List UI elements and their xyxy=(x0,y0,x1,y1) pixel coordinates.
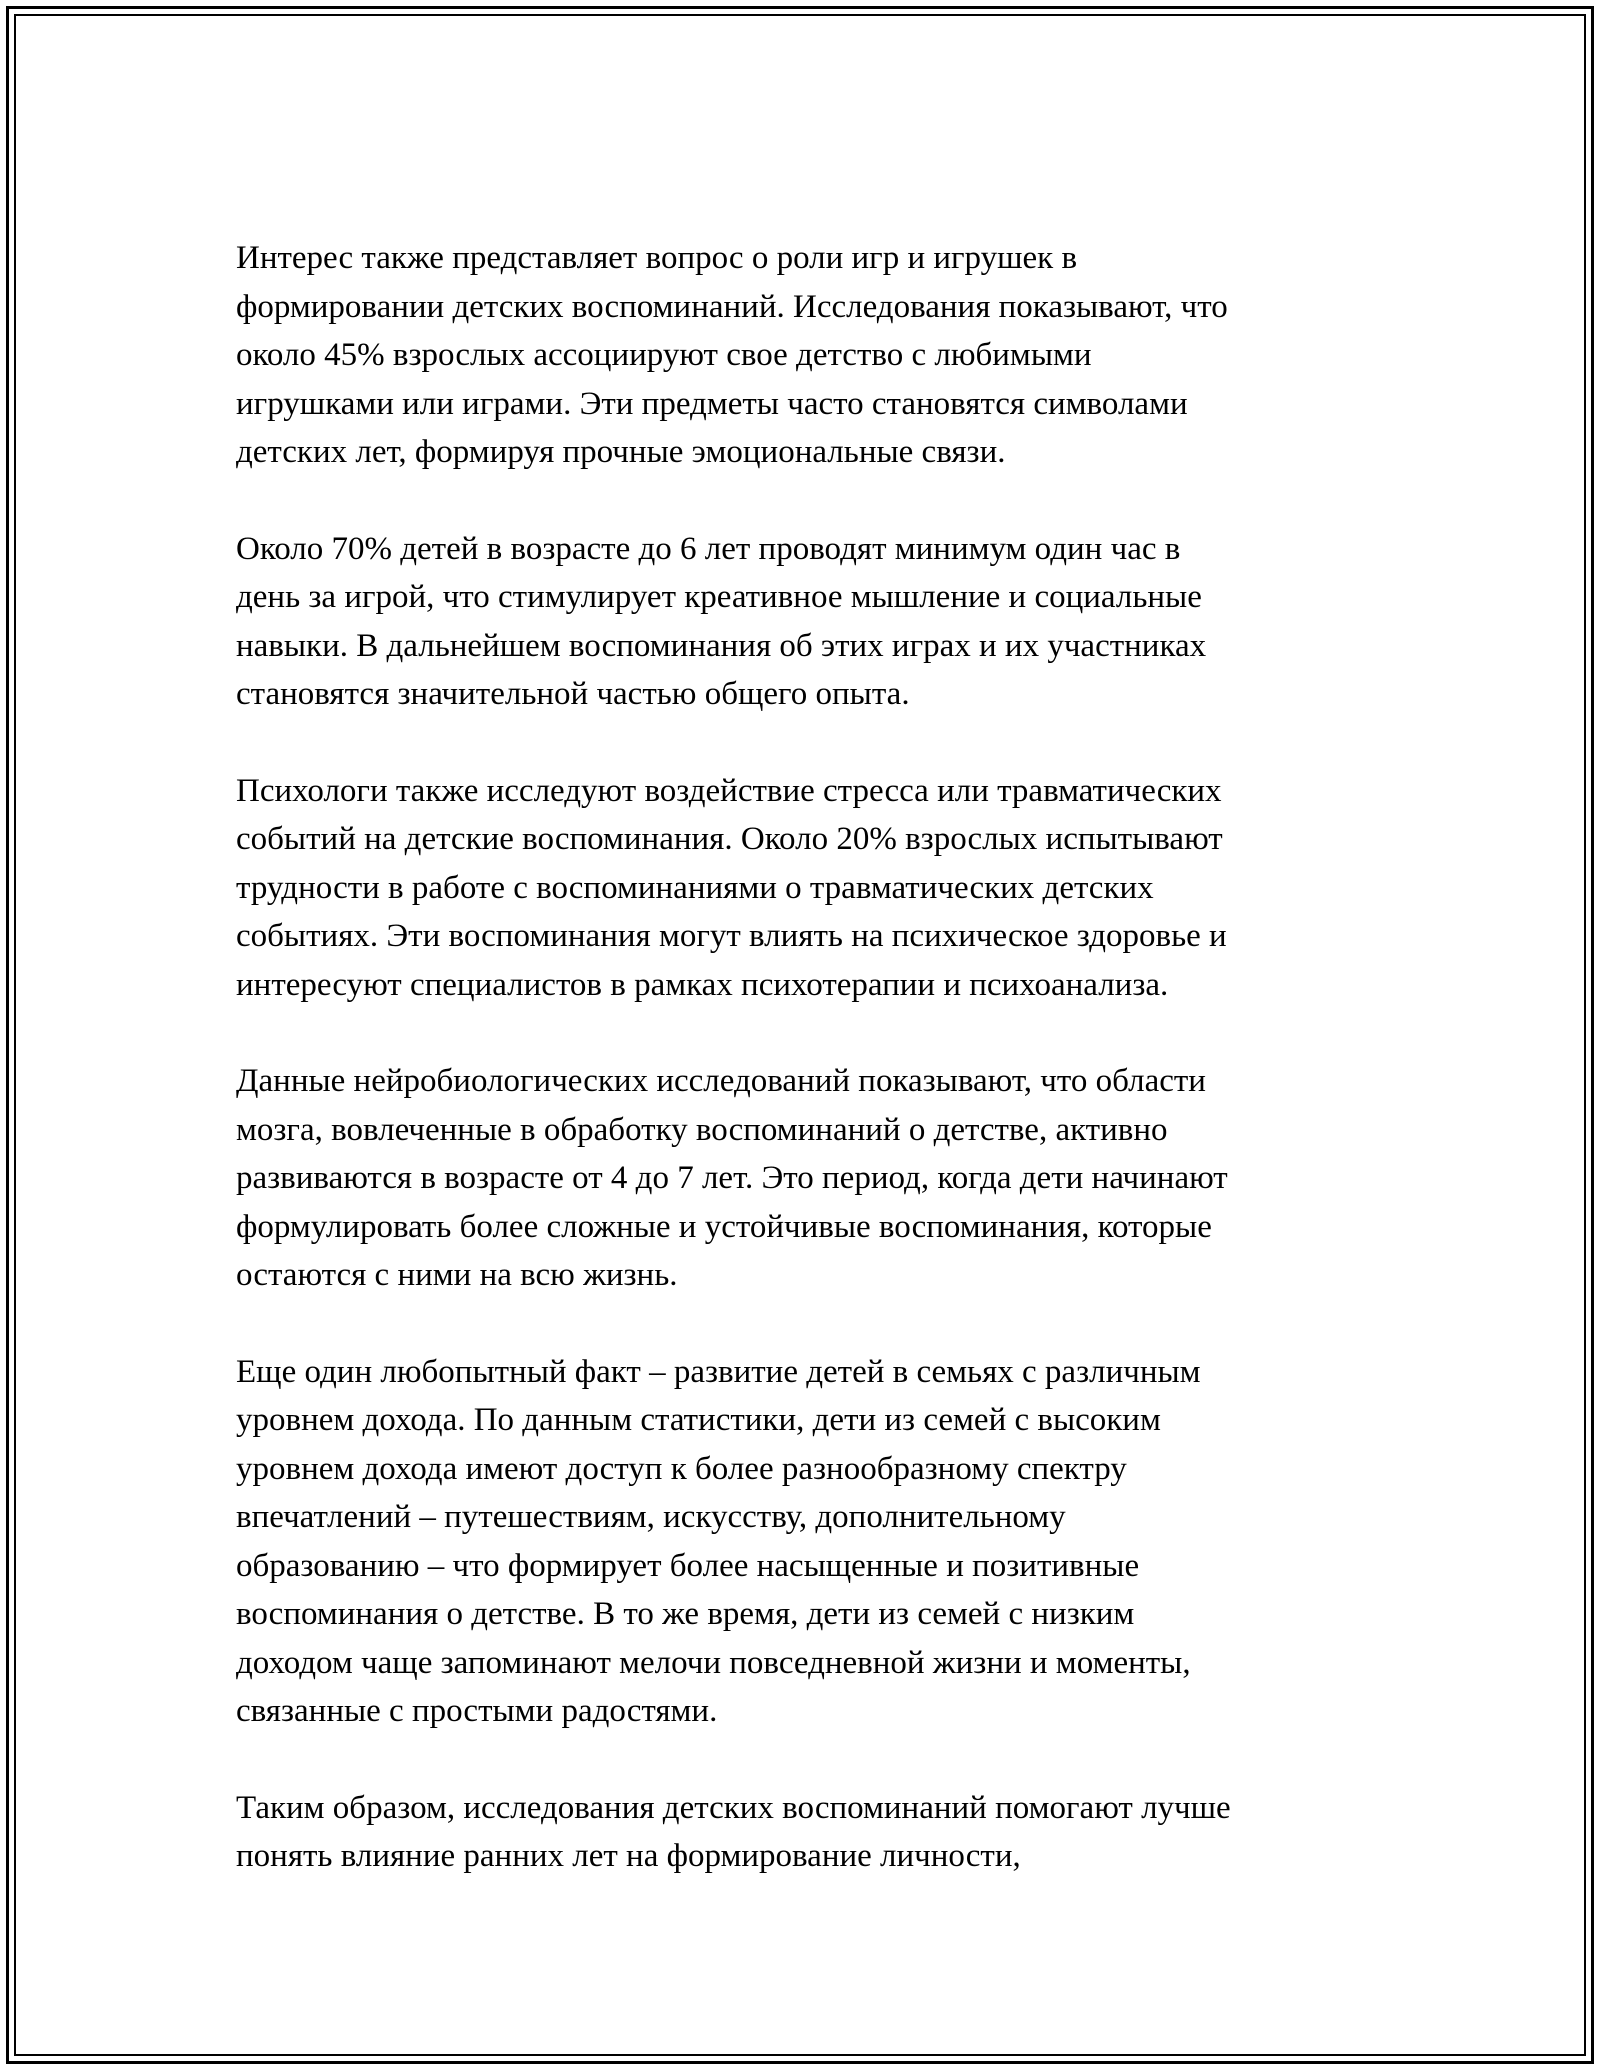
document-body xyxy=(236,234,1396,1929)
paragraph-play-time: Около 70% детей в возрасте до 6 лет проводят минимум один час в день за игрой, что стимулирует креативное мышление и социальные навыки. В дальнейшем воспоминания об этих играх и их участниках становятся значительной частью общего опыта. xyxy=(236,530,1207,712)
paragraph-conclusion: Таким образом, исследования детских воспоминаний помогают лучше понять влияние ранних лет на формирование личности, xyxy=(236,1789,1231,1874)
paragraph-toys-role: Интерес также представляет вопрос о роли игр и игрушек в формировании детских воспоминаний. Исследования показывают, что около 45% взрослых ассоциируют свое детство с любимыми игрушками или играми. Эти предметы часто становятся символами детских лет, формируя прочные эмоциональные связи. xyxy=(236,240,1228,470)
paragraph-neurobiology: Данные нейробиологических исследований показывают, что области мозга, вовлеченные в обработку воспоминаний о детстве, активно развиваются в возрасте от 4 до 7 лет. Это период, когда дети начинают формулировать более сложные и устойчивые воспоминания, которые остаются с ними на всю жизнь. xyxy=(236,1063,1228,1293)
paragraph-family-income: Еще один любопытный факт – развитие детей в семьях с различным уровнем дохода. По данным статистики, дети из семей с высоким уровнем дохода имеют доступ к более разнообразному спектру впечатлений – путешествиям, искусству, дополнительному образованию – что формирует более насыщенные и позитивные воспоминания о детстве. В то же время, дети из семей с низким доходом чаще запоминают мелочи повседневной жизни и моменты, связанные с простыми радостями. xyxy=(236,1353,1201,1729)
paragraph-stress-trauma: Психологи также исследуют воздействие стресса или травматических событий на детские воспоминания. Около 20% взрослых испытывают трудности в работе с воспоминаниями о травматических детских событиях. Эти воспоминания могут влиять на психическое здоровье и интересуют специалистов в рамках психотерапии и психоанализа. xyxy=(236,772,1227,1003)
